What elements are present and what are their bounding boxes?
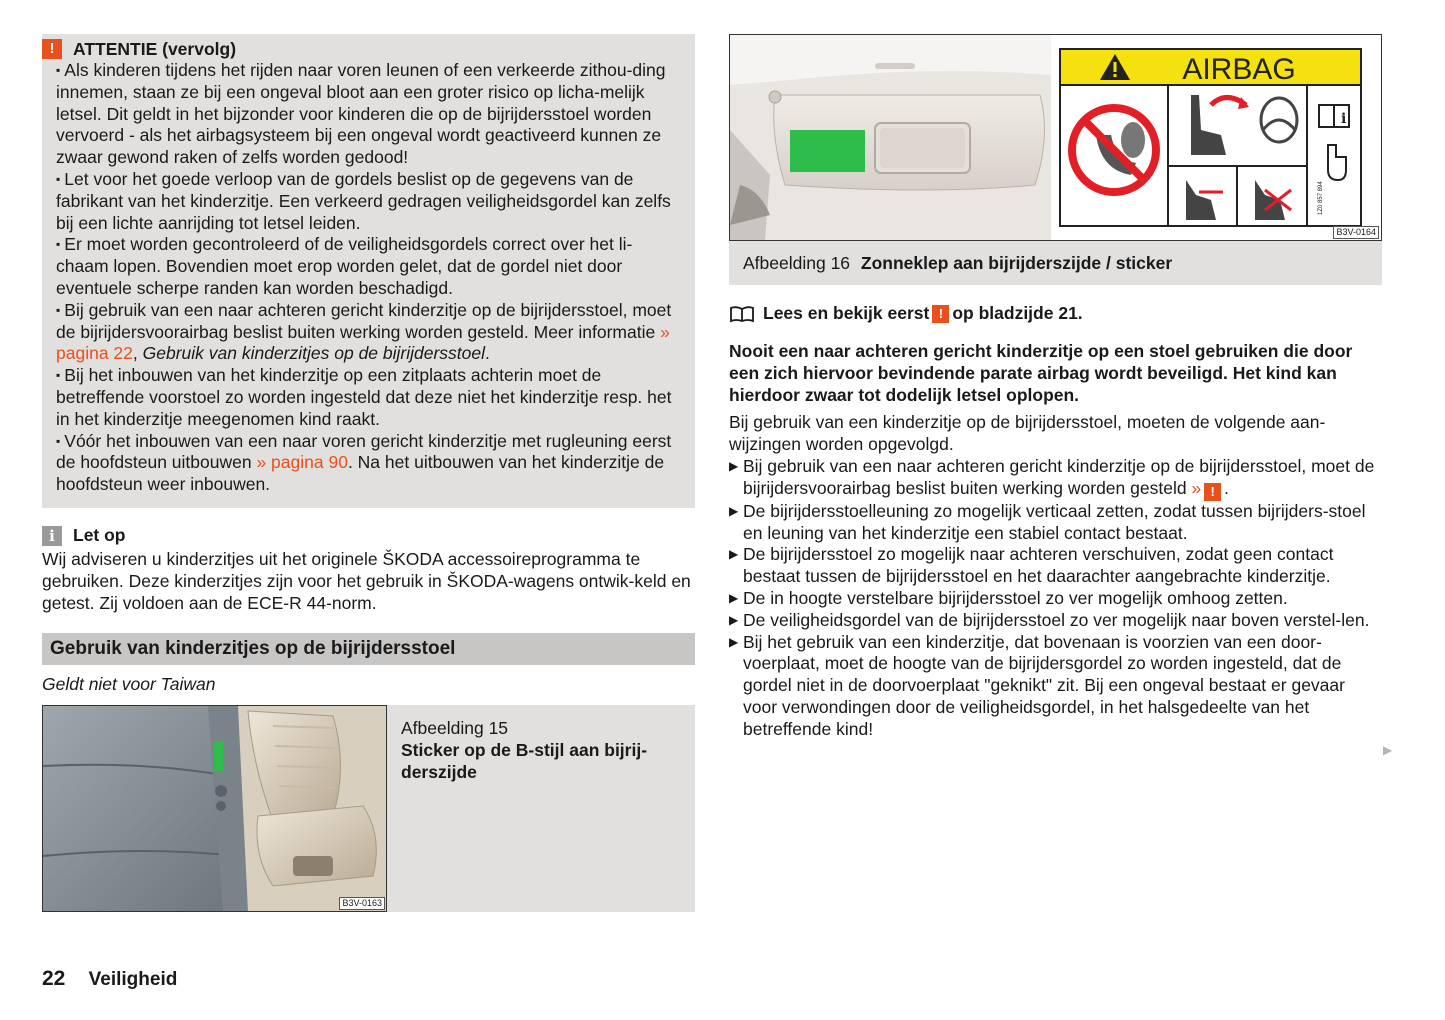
bullet-icon: ▪	[56, 237, 61, 252]
warning-item: ▪ Vóór het inbouwen van een naar voren gericht kinderzitje met rugleuning eerst de hoofdsteun uitbouwen » pagina 90. Na het uitbouwen van het kinderzitje de hoofdsteun weer inbouwen.	[56, 430, 672, 495]
list-item: ▶ De bijrijdersstoel zo mogelijk naar achteren verschuiven, zodat geen contact bestaat tussen de bijrijdersstoel en het daarachter aangebrachte kinderzitje.	[729, 544, 1334, 587]
reference-text-before: Lees en bekijk eerst	[763, 303, 930, 323]
note-text: Wij adviseren u kinderzitjes uit het originele ŠKODA accessoireprogramma te gebruiken. Deze kinderzitjes zijn voor het gebruik in ŠKODA-wagens ontwik-keld en getest. Zij voldoen aan de ECE-R 44-norm.	[42, 548, 691, 613]
airbag-sticker-illustration	[1051, 35, 1380, 240]
sticker-title: AIRBAG	[1182, 53, 1296, 86]
warning-item: ▪ Er moet worden gecontroleerd of de veiligheidsgordels correct over het li-chaam lopen. Bovendien moet erop worden gelet, dat de gordel niet door eventuele scherpe randen kan worden beschadigd.	[56, 234, 633, 298]
arrow-icon: ▶	[729, 634, 739, 649]
bullet-icon: ▪	[56, 63, 61, 77]
bullet-icon: ▪	[56, 302, 61, 317]
continue-arrow-icon: ▶	[1383, 743, 1393, 757]
note-title: Let op	[73, 525, 126, 546]
sun-visor-image	[730, 35, 1051, 240]
book-icon	[729, 305, 755, 323]
figure-code: B3V-0163	[339, 897, 385, 910]
figure-title: Sticker op de B-stijl aan bijrij-derszijde	[401, 740, 648, 783]
intro-paragraph: Bij gebruik van een kinderzitje op de bijrijdersstoel, moeten de volgende aan-wijzingen worden opgevolgd.	[729, 412, 1326, 455]
list-item: ▶ Bij gebruik van een naar achteren gericht kinderzitje op de bijrijdersstoel, moet de bijrijdersvoorairbag beslist buiten werking worden gesteld » ! .	[729, 455, 1375, 499]
figure-16	[729, 34, 1382, 285]
list-item: ▶ Bij het gebruik van een kinderzitje, dat bovenaan is voorzien van een door-voerplaat, moet de hoogte van de bijrijdersgordel zo worden ingesteld, dat de gordel niet in de doorvoerplaat "geknikt" zit. Bij een ongeval bestaat er gevaar voor verwondingen door de veiligheidsgordel, in het halsgedeelte van het betreffende kind!	[729, 631, 1345, 739]
warning-icon: !	[42, 39, 62, 59]
bullet-icon: ▪	[56, 433, 61, 448]
figure-15-caption	[387, 705, 695, 912]
page-footer	[42, 967, 177, 991]
arrow-icon: ▶	[729, 503, 739, 518]
warning-paragraph: Nooit een naar achteren gericht kinderzitje op een stoel gebruiken die door een zich hiervoor bevindende parate airbag wordt beveiligd. Het kind kan hierdoor zwaar tot dodelijk letsel oplopen.	[729, 341, 1353, 405]
arrow-icon: ▶	[729, 547, 739, 562]
list-item: ▶ De in hoogte verstelbare bijrijdersstoel zo ver mogelijk omhoog zetten.	[729, 587, 1288, 608]
warning-body	[56, 60, 681, 496]
info-icon: i	[42, 526, 62, 546]
car-interior-illustration	[43, 706, 386, 911]
reference-text-after: op bladzijde 21.	[952, 303, 1083, 323]
warning-header	[42, 38, 681, 60]
warning-icon[interactable]: !	[932, 305, 949, 323]
warning-title: ATTENTIE (vervolg)	[73, 38, 237, 59]
instruction-list	[729, 456, 1382, 741]
list-item: ▶ De veiligheidsgordel van de bijrijdersstoel zo ver mogelijk naar boven verstel-len.	[729, 609, 1370, 630]
reference-line	[729, 303, 1382, 324]
page-link[interactable]: » pagina 90	[256, 452, 348, 473]
sun-visor-illustration	[730, 35, 1051, 240]
warning-box	[42, 34, 695, 508]
sticker-side-code: 1Z0 857 894	[1318, 181, 1324, 215]
figure-16-image	[729, 34, 1382, 241]
right-column	[729, 34, 1382, 741]
car-door-image	[42, 705, 387, 912]
page-number: 22	[42, 967, 66, 990]
svg-text:i: i	[1341, 111, 1347, 127]
list-item: ▶ De bijrijdersstoelleuning zo mogelijk verticaal zetten, zodat tussen bijrijders-stoel en leuning van het kinderzitje een stabiel contact bestaat.	[729, 500, 1366, 543]
section-reference: Gebruik van kinderzitjes op de bijrijdersstoel	[142, 343, 486, 364]
figure-label: Afbeelding 16	[743, 253, 851, 273]
note-header	[42, 525, 695, 547]
arrow-icon: ▶	[729, 590, 739, 605]
warning-item: ▪ Bij gebruik van een naar achteren gericht kinderzitje op de bijrijdersstoel, moet de bijrijdersvoorairbag beslist buiten werking worden gesteld. Meer informatie » pagina 22, Gebruik van kinderzitjes op de bijrijdersstoel.	[56, 299, 672, 364]
warning-item: ▪ Let voor het goede verloop van de gordels beslist op de gegevens van de fabrikant van het kinderzitje. Een verkeerd gedragen veiligheidsgordel kan zelfs bij een lichte aanrijding tot letsel leiden.	[56, 168, 671, 233]
warning-icon[interactable]: !	[1204, 483, 1221, 501]
airbag-sticker	[1051, 35, 1380, 240]
figure-15	[42, 705, 695, 912]
note-box	[42, 525, 695, 614]
figure-label: Afbeelding 15	[401, 718, 509, 739]
chapter-title: Veiligheid	[88, 969, 178, 990]
left-column	[42, 34, 695, 912]
section-heading: Gebruik van kinderzitjes op de bijrijdersstoel	[42, 633, 695, 665]
bullet-icon: ▪	[56, 368, 61, 383]
figure-code: B3V-0164	[1333, 226, 1379, 239]
figure-16-caption	[729, 241, 1382, 285]
warning-item: ▪ Als kinderen tijdens het rijden naar voren leunen of een verkeerde zithou-ding innemen, staan ze bij een ongeval bloot aan een groter risico op licha-melijk letsel. Dit geldt in het bijzonder voor kinderen die op de bijrijdersstoel worden vervoerd - als het airbagsysteem bij een ongeval wordt geactiveerd kunnen ze zwaar gewond raken of zelfs worden gedood!	[56, 60, 666, 168]
page-link[interactable]: »	[1191, 477, 1202, 498]
bullet-icon: ▪	[56, 171, 61, 186]
warning-item: ▪ Bij het inbouwen van het kinderzitje op een zitplaats achterin moet de betreffende voorstoel zo worden ingesteld dat deze niet het kinderzitje resp. het in het kinderzitje meegenomen kind raakt.	[56, 365, 672, 429]
figure-title: Zonneklep aan bijrijderszijde / sticker	[860, 253, 1173, 273]
section-subtitle: Geldt niet voor Taiwan	[42, 674, 216, 695]
arrow-icon: ▶	[729, 458, 739, 473]
page-link[interactable]: » pagina 22	[56, 321, 670, 364]
arrow-icon: ▶	[729, 612, 739, 627]
